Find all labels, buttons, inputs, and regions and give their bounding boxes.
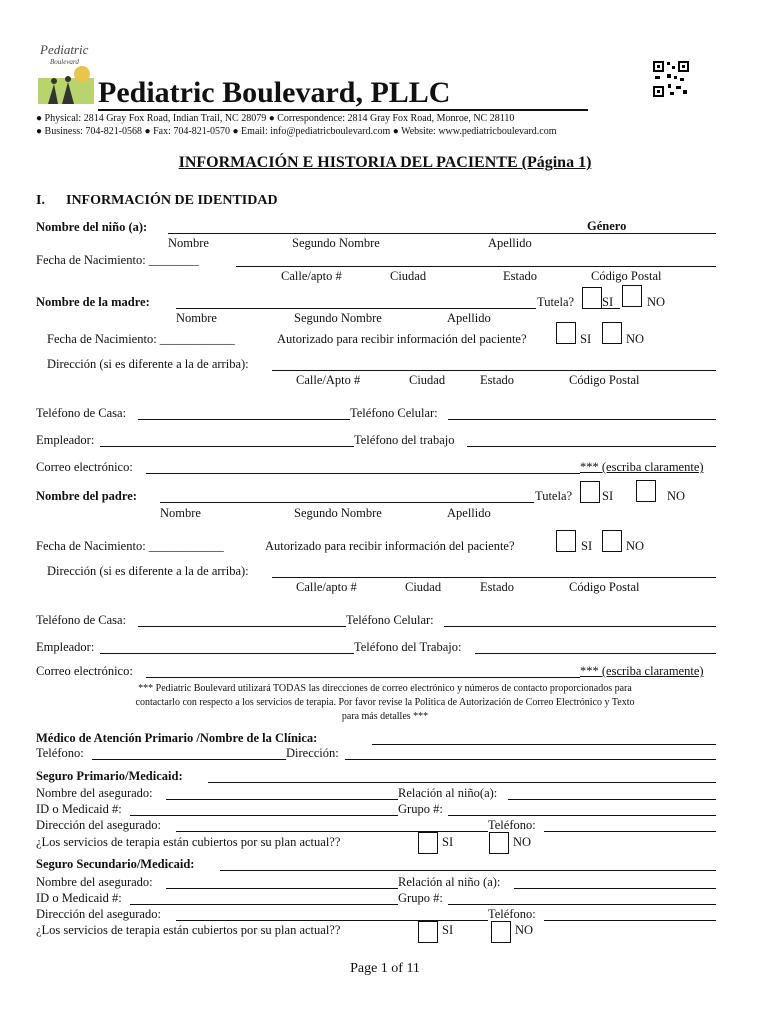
mother-employer-label: Empleador: [36, 433, 95, 447]
primary-phone-label: Teléfono: [488, 818, 536, 832]
secondary-group-label: Grupo #: [398, 891, 443, 905]
father-email-field[interactable] [146, 677, 580, 678]
secondary-id-label: ID o Medicaid #: [36, 891, 122, 905]
primary-address-field[interactable] [176, 831, 488, 832]
primary-id-label: ID o Medicaid #: [36, 802, 122, 816]
primary-group-label: Grupo #: [398, 802, 443, 816]
father-street-caption: Calle/apto # [296, 580, 357, 594]
mother-authorized-no-label: NO [626, 332, 645, 346]
secondary-address-field[interactable] [176, 920, 488, 921]
primary-relation-field[interactable] [508, 799, 716, 800]
father-cell-phone-field[interactable] [444, 626, 716, 627]
secondary-relation-label: Relación al niño (a): [398, 875, 501, 889]
mother-guardianship-yes-checkbox[interactable] [582, 287, 602, 309]
mother-name-field[interactable] [176, 308, 536, 309]
child-middle-name-caption: Segundo Nombre [292, 236, 380, 250]
father-employer-field[interactable] [100, 653, 354, 654]
mother-street-caption: Calle/Apto # [296, 373, 361, 387]
mother-middle-name-caption: Segundo Nombre [294, 311, 382, 325]
mother-guardianship-yes-line [600, 308, 620, 309]
child-dob-label: Fecha de Nacimiento: ________ [36, 253, 199, 267]
father-employer-label: Empleador: [36, 640, 95, 654]
father-guardianship-yes-label: SI [602, 489, 614, 503]
father-work-phone-label: Teléfono del Trabajo: [354, 640, 462, 654]
father-last-name-caption: Apellido [447, 506, 491, 520]
notice-line-3: para más detalles *** [341, 711, 429, 722]
mother-city-caption: Ciudad [409, 373, 446, 387]
notice-line-2: contactarlo con respecto a los servicios de terapia. Por favor revise la Política de Autorización de Correo Electrónico y Texto [135, 697, 635, 708]
father-dob-label: Fecha de Nacimiento: ____________ [36, 539, 224, 553]
mother-name-label: Nombre de la madre: [36, 295, 150, 309]
father-home-phone-label: Teléfono de Casa: [36, 613, 127, 627]
primary-coverage-question: ¿Los servicios de terapia están cubiertos por su plan actual?? [36, 835, 341, 849]
primary-relation-label: Relación al niño(a): [398, 786, 498, 800]
mother-home-phone-field[interactable] [138, 419, 350, 420]
mother-authorized-no-checkbox[interactable] [602, 322, 622, 344]
father-work-phone-field[interactable] [475, 653, 716, 654]
page-number: Page 1 of 11 [350, 961, 420, 976]
mother-zip-caption: Código Postal [569, 373, 640, 387]
mother-cell-phone-field[interactable] [448, 419, 716, 420]
mother-guardianship-yes-label: SI [602, 295, 614, 309]
primary-coverage-yes-checkbox[interactable] [418, 832, 438, 854]
doctor-phone-label: Teléfono: [36, 746, 84, 760]
doctor-phone-field[interactable] [92, 759, 286, 760]
logo-text-top: Pediatric [40, 42, 89, 57]
primary-insurance-title: Seguro Primario/Medicaid: [36, 769, 183, 783]
secondary-insurance-field[interactable] [220, 870, 716, 871]
mother-work-phone-field[interactable] [467, 446, 716, 447]
qr-code-icon [652, 60, 690, 98]
mother-work-phone-label: Teléfono del trabajo [354, 433, 455, 447]
child-street-caption: Calle/apto # [281, 269, 342, 283]
primary-insurance-field[interactable] [208, 782, 716, 783]
father-email-label: Correo electrónico: [36, 664, 133, 678]
father-guardianship-no-checkbox[interactable] [636, 480, 656, 502]
child-last-name-caption: Apellido [488, 236, 532, 250]
secondary-insured-name-label: Nombre del asegurado: [36, 875, 153, 889]
logo [36, 44, 96, 104]
child-state-caption: Estado [503, 269, 538, 283]
secondary-address-label: Dirección del asegurado: [36, 907, 161, 921]
mother-first-name-caption: Nombre [176, 311, 217, 325]
child-zip-caption: Código Postal [591, 269, 662, 283]
mother-email-note: *** (escriba claramente) [580, 460, 704, 474]
father-name-field[interactable] [160, 502, 534, 503]
mother-address-field[interactable] [272, 370, 716, 371]
father-zip-caption: Código Postal [569, 580, 640, 594]
notice-line-1: *** Pediatric Boulevard utilizará TODAS las direcciones de correo electrónico y números de contacto proporcionados para [138, 683, 632, 694]
mother-dob-label: Fecha de Nacimiento: ____________ [47, 332, 235, 346]
primary-insured-name-label: Nombre del asegurado: [36, 786, 153, 800]
father-authorized-no-checkbox[interactable] [602, 530, 622, 552]
primary-id-field[interactable] [130, 815, 398, 816]
doctor-label: Médico de Atención Primario /Nombre de la Clínica: [36, 731, 318, 745]
father-city-caption: Ciudad [405, 580, 442, 594]
doctor-address-field[interactable] [345, 759, 716, 760]
form-title: INFORMACIÓN E HISTORIA DEL PACIENTE (Página 1) [178, 154, 592, 171]
mother-last-name-caption: Apellido [447, 311, 491, 325]
mother-home-phone-label: Teléfono de Casa: [36, 406, 127, 420]
secondary-group-field[interactable] [448, 904, 716, 905]
section-number: I. [36, 193, 45, 208]
doctor-field[interactable] [372, 744, 716, 745]
father-guardianship-label: Tutela? [535, 489, 573, 503]
doctor-address-label: Dirección: [286, 746, 339, 760]
mother-email-label: Correo electrónico: [36, 460, 133, 474]
primary-insured-name-field[interactable] [166, 799, 398, 800]
father-address-field[interactable] [272, 577, 716, 578]
father-authorized-yes-checkbox[interactable] [556, 530, 576, 552]
logo-text-bottom: Boulevard [50, 58, 79, 66]
secondary-phone-field[interactable] [544, 920, 716, 921]
child-name-label: Nombre del niño (a): [36, 220, 148, 234]
child-first-name-caption: Nombre [168, 236, 209, 250]
mother-address-label: Dirección (si es diferente a la de arriba): [47, 357, 249, 371]
secondary-coverage-yes-label: SI [442, 923, 454, 937]
secondary-relation-field[interactable] [514, 888, 716, 889]
father-cell-phone-label: Teléfono Celular: [346, 613, 434, 627]
father-name-label: Nombre del padre: [36, 489, 137, 503]
primary-phone-field[interactable] [544, 831, 716, 832]
primary-address-label: Dirección del asegurado: [36, 818, 161, 832]
child-name-field[interactable] [168, 233, 716, 234]
mother-cell-phone-label: Teléfono Celular: [350, 406, 438, 420]
secondary-coverage-yes-checkbox[interactable] [418, 921, 438, 943]
secondary-coverage-no-checkbox[interactable] [491, 921, 511, 943]
secondary-insured-name-field[interactable] [166, 888, 398, 889]
father-middle-name-caption: Segundo Nombre [294, 506, 382, 520]
father-state-caption: Estado [480, 580, 515, 594]
secondary-id-field[interactable] [130, 904, 398, 905]
header-contact-line-2: ● Business: 704-821-0568 ● Fax: 704-821-0570 ● Email: info@pediatricboulevard.com ● Website: www.pediatricboulevard.com [36, 126, 557, 137]
father-address-label: Dirección (si es diferente a la de arriba): [47, 564, 249, 578]
child-address-field[interactable] [236, 266, 716, 267]
secondary-insurance-title: Seguro Secundario/Medicaid: [36, 857, 195, 871]
mother-guardianship-no-checkbox[interactable] [622, 285, 642, 307]
mother-guardianship-label: Tutela? [537, 295, 575, 309]
secondary-coverage-question: ¿Los servicios de terapia están cubiertos por su plan actual?? [36, 923, 341, 937]
mother-authorized-yes-label: SI [580, 332, 592, 346]
mother-authorized-label: Autorizado para recibir información del paciente? [277, 332, 527, 346]
father-email-note: *** (escriba claramente) [580, 664, 704, 678]
section-title: INFORMACIÓN DE IDENTIDAD [66, 193, 278, 208]
father-guardianship-no-label: NO [667, 489, 686, 503]
mother-employer-field[interactable] [100, 446, 354, 447]
child-city-caption: Ciudad [390, 269, 427, 283]
primary-coverage-no-label: NO [513, 835, 532, 849]
father-authorized-label: Autorizado para recibir información del paciente? [265, 539, 515, 553]
father-authorized-no-label: NO [626, 539, 645, 553]
primary-coverage-yes-label: SI [442, 835, 454, 849]
mother-authorized-yes-checkbox[interactable] [556, 322, 576, 344]
father-guardianship-yes-checkbox[interactable] [580, 481, 600, 503]
father-home-phone-field[interactable] [138, 626, 346, 627]
header-contact-line-1: ● Physical: 2814 Gray Fox Road, Indian Trail, NC 28079 ● Correspondence: 2814 Gray Fox Road, Monroe, NC 28110 [36, 113, 515, 124]
gender-label: Género [587, 219, 627, 233]
company-name: Pediatric Boulevard, PLLC [98, 76, 451, 109]
secondary-phone-label: Teléfono: [488, 907, 536, 921]
mother-state-caption: Estado [480, 373, 515, 387]
father-authorized-yes-label: SI [581, 539, 593, 553]
secondary-coverage-no-label: NO [515, 923, 534, 937]
primary-coverage-no-checkbox[interactable] [489, 832, 509, 854]
father-first-name-caption: Nombre [160, 506, 201, 520]
mother-guardianship-no-label: NO [647, 295, 666, 309]
mother-email-field[interactable] [146, 473, 580, 474]
primary-group-field[interactable] [448, 815, 716, 816]
